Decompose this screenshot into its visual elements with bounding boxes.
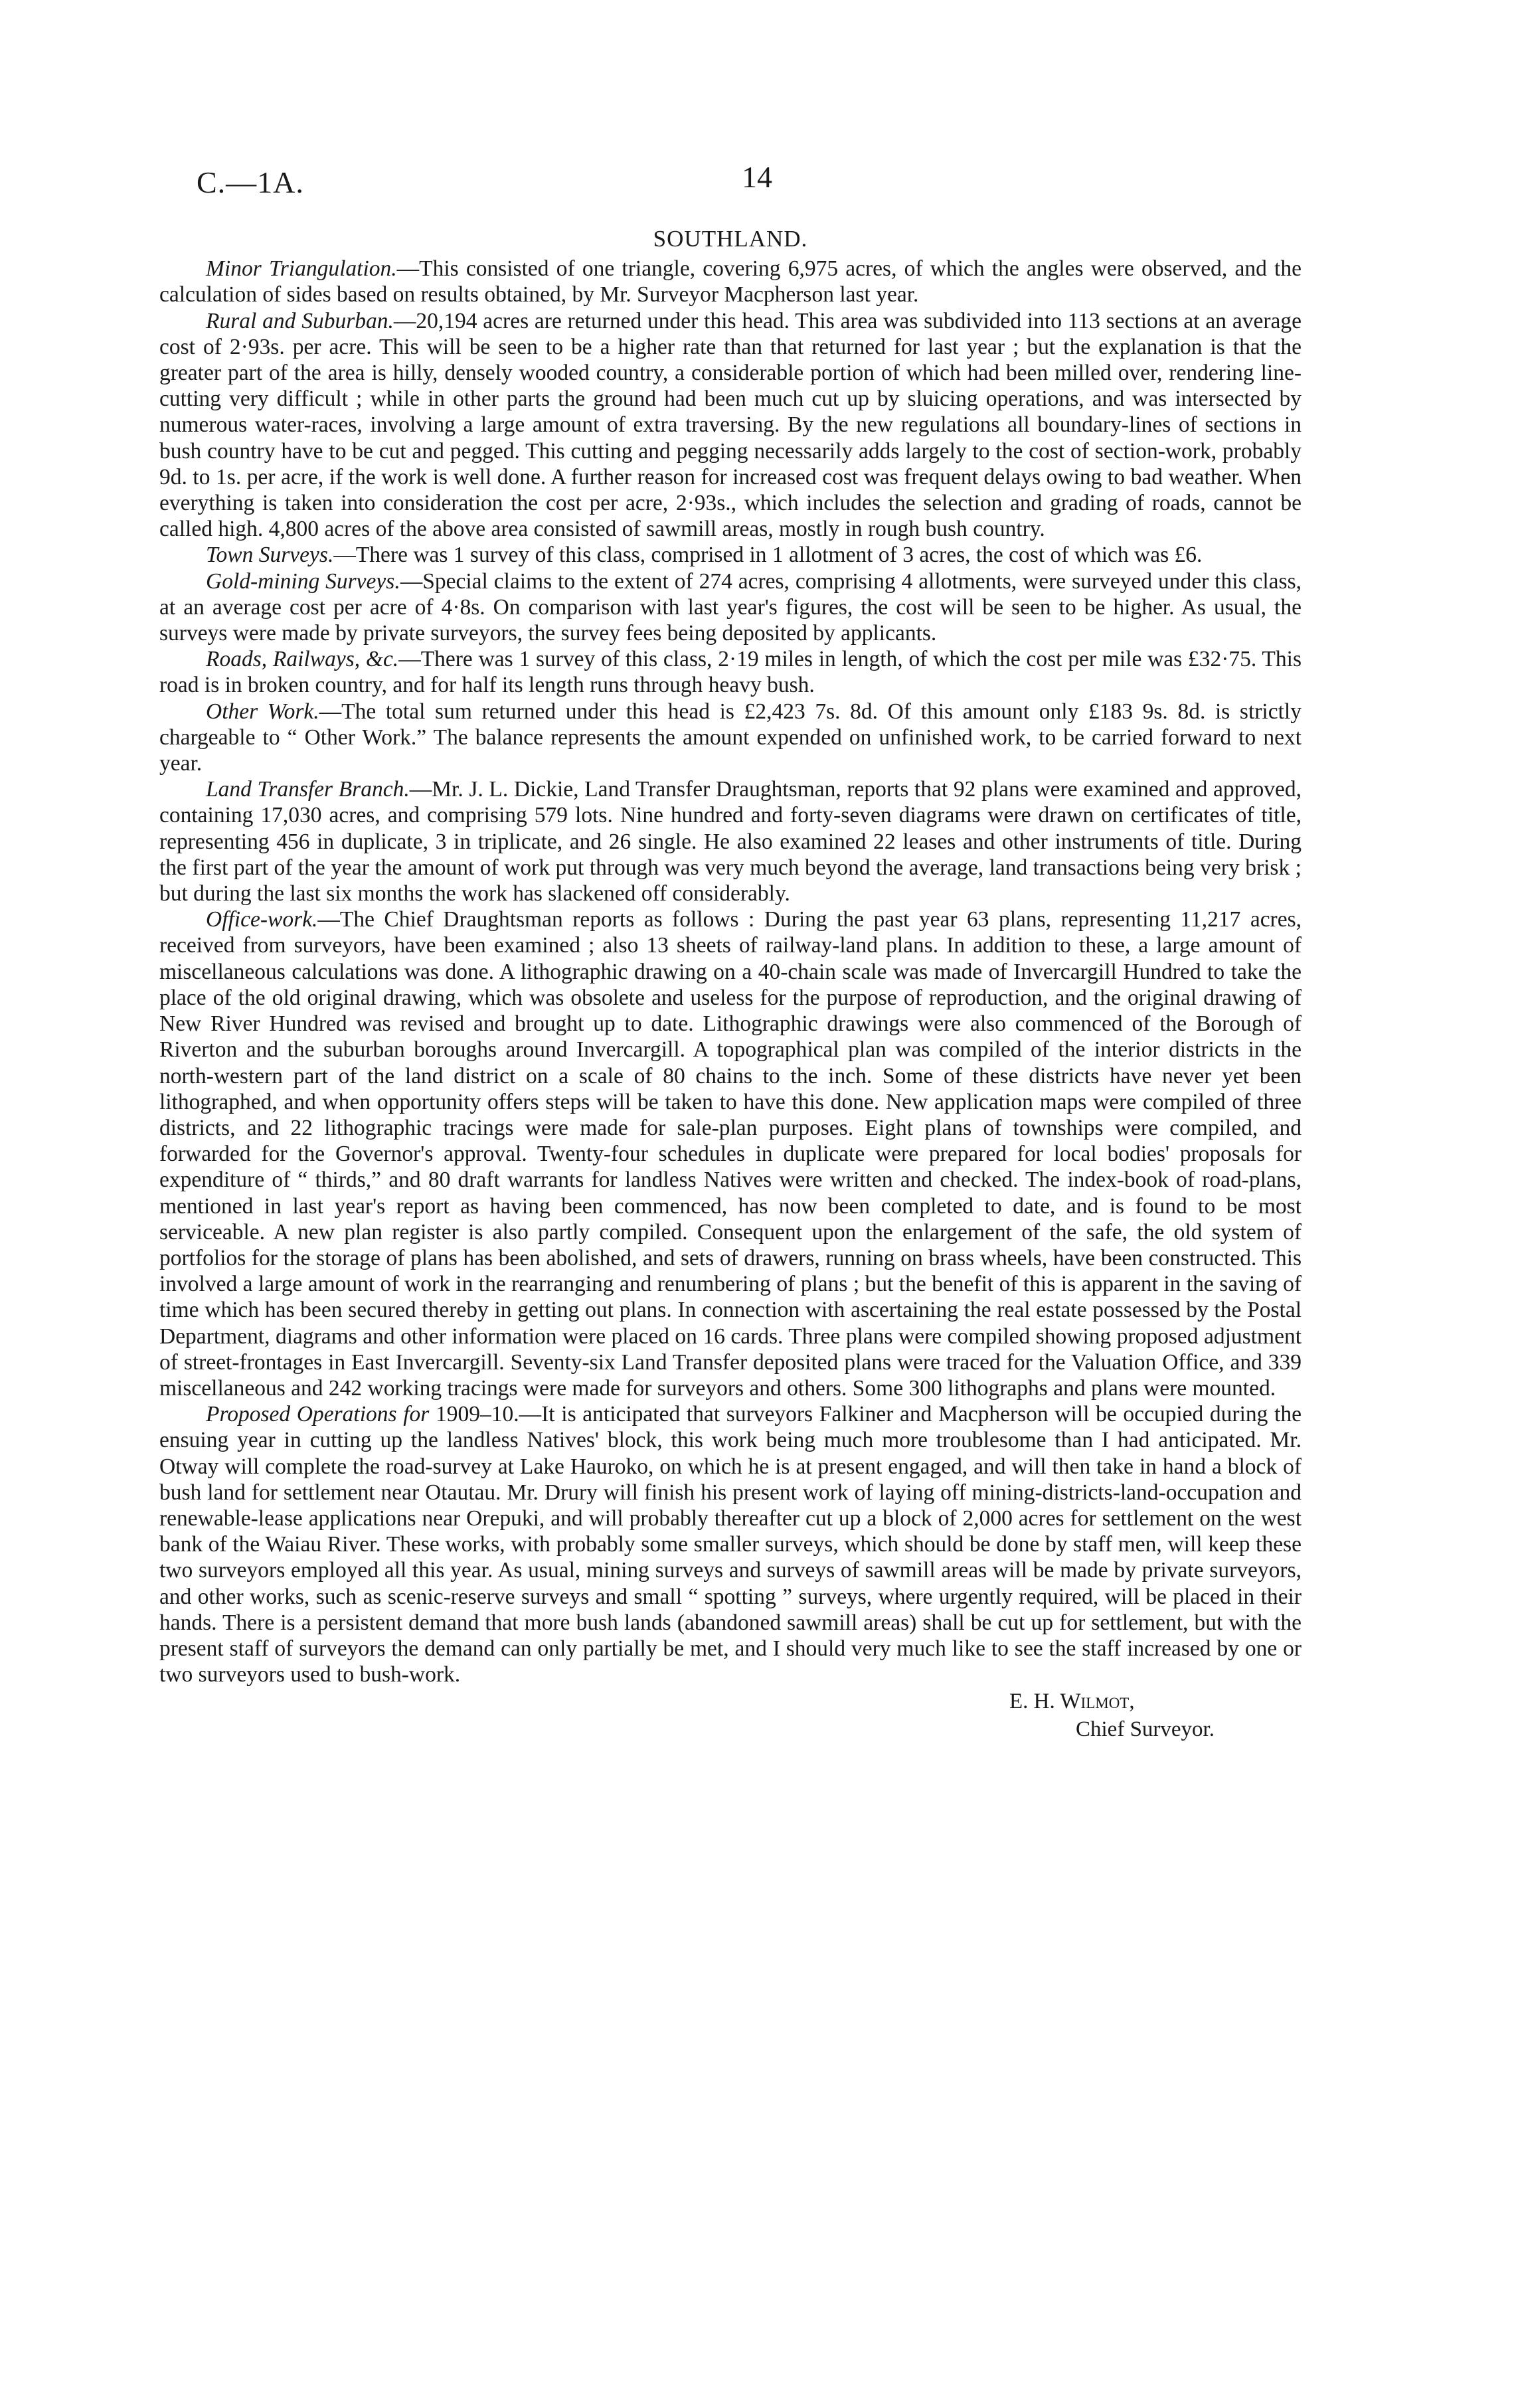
signature-block [159, 1689, 1302, 1749]
paragraph-text: —Special claims to the extent of 274 acres, comprising 4 allotments, were surveyed under this class, at an average cost per acre of 4·8s. On comparison with last year's figures, the cost will be seen to be higher. As usual, the surveys were made by private surveyors, the survey fees being deposited by applicants. [159, 568, 1302, 646]
page-number: 14 [742, 160, 772, 194]
paragraph-text: —This consisted of one triangle, covering 6,975 acres, of which the angles were observed, and the calculation of sides based on results obtained, by Mr. Surveyor Macpherson last year. [159, 256, 1302, 307]
paragraph-heading: Rural and Suburban. [206, 308, 394, 333]
paragraph-text: 1909–10.—It is anticipated that surveyors Falkiner and Macpherson will be occupied during the ensuing year in cutting up the landless Natives' block, this work being much more troublesome than I had anticipated. Mr. Otway will complete the road-survey at Lake Hauroko, on which he is at present engaged, and will then take in hand a block of bush land for settlement near Otautau. Mr. Drury will finish his present work of laying off mining-districts-land-occupation and renewable-lease applications near Orepuki, and will probably thereafter cut up a block of 2,000 acres for settlement on the west bank of the Waiau River. These works, with probably some smaller surveys, which should be done by staff men, will keep these two surveyors employed all this year. As usual, mining surveys and surveys of sawmill areas will be made by private surveyors, and other works, such as scenic-reserve surveys and small “ spotting ” surveys, where urgently required, will be placed in their hands. There is a persistent demand that more bush lands (abandoned sawmill areas) shall be cut up for settlement, but with the present staff of surveyors the demand can only partially be met, and I should very much like to see the staff increased by one or two surveyors used to bush-work. [159, 1402, 1302, 1687]
paragraph-text: —The Chief Draughtsman reports as follows : During the past year 63 plans, representing 11,217 acres, received from surveyors, have been examined ; also 13 sheets of railway-land plans. In addition to these, a large amount of miscellaneous calculations was done. A lithographic drawing on a 40-chain scale was made of Invercargill Hundred to take the place of the old original drawing, which was obsolete and useless for the purpose of reproduction, and the original drawing of New River Hundred was revised and brought up to date. Lithographic drawings were also commenced of the Borough of Riverton and the suburban boroughs around Invercargill. A topographical plan was compiled of the interior districts in the north-western part of the land district on a scale of 80 chains to the inch. Some of these districts have never yet been lithographed, and when opportunity offers steps will be taken to have this done. New application maps were compiled of three districts, and 22 lithographic tracings were made for sale-plan purposes. Eight plans of townships were compiled, and forwarded for the Governor's approval. Twenty-four schedules in duplicate were prepared for local bodies' proposals for expenditure of “ thirds,” and 80 draft warrants for landless Natives were written and checked. The index-book of road-plans, mentioned in last year's report as having been commenced, has now been completed to date, and is found to be most serviceable. A new plan register is also partly compiled. Consequent upon the enlargement of the safe, the old system of portfolios for the storage of plans has been abolished, and sets of drawers, running on brass wheels, have been constructed. This involved a large amount of work in the rearranging and renumbering of plans ; but the benefit of this is apparent in the saving of time which has been secured thereby in getting out plans. In connection with ascertaining the real estate possessed by the Postal Department, diagrams and other information were placed on 16 cards. Three plans were compiled showing proposed adjustment of street-frontages in East Invercargill. Seventy-six Land Transfer deposited plans were traced for the Valuation Office, and 339 miscellaneous and 242 working tracings were made for surveyors and others. Some 300 lithographs and plans were mounted. [159, 907, 1302, 1401]
section-title: SOUTHLAND. [653, 226, 808, 252]
paragraph-minor-triangulation [159, 256, 1302, 307]
paragraph-text: —Mr. J. L. Dickie, Land Transfer Draughtsman, reports that 92 plans were examined and approved, containing 17,030 acres, and comprising 579 lots. Nine hundred and forty-seven diagrams were drawn on certificates of title, representing 456 in duplicate, 3 in triplicate, and 26 single. He also examined 22 leases and other instruments of title. During the first part of the year the amount of work put through was very much beyond the average, land transactions being very brisk ; but during the last six months the work has slackened off considerably. [159, 777, 1302, 906]
page-header [0, 159, 1514, 213]
paragraph-heading: Roads, Railways, &c. [206, 647, 399, 672]
paragraph-heading: Gold-mining Surveys. [206, 568, 400, 594]
paragraph-text: —20,194 acres are returned under this head. This area was subdivided into 113 sections at an average cost of 2·93s. per acre. This will be seen to be a higher rate than that returned for last year ; but the explanation is that the greater part of the area is hilly, densely wooded country, a considerable portion of which had been milled over, rendering line-cutting very difficult ; while in other parts the ground had been much cut up by sluicing operations, and was intersected by numerous water-races, involving a large amount of extra traversing. By the new regulations all boundary-lines of sections in bush country have to be cut and pegged. This cutting and pegging necessarily adds largely to the cost of section-work, probably 9d. to 1s. per acre, if the work is well done. A further reason for increased cost was frequent delays owing to bad weather. When everything is taken into consideration the cost per acre, 2·93s., which includes the selection and grading of roads, cannot be called high. 4,800 acres of the above area consisted of sawmill areas, mostly in rough bush country. [159, 308, 1302, 542]
signatory-title: Chief Surveyor. [1076, 1717, 1215, 1742]
paragraph-text: —The total sum returned under this head is £2,423 7s. 8d. Of this amount only £183 9s. 8d. is strictly chargeable to “ Other Work.” The balance represents the amount expended on unfinished work, to be carried forward to next year. [159, 699, 1302, 776]
paragraph-heading: Minor Triangulation. [206, 256, 397, 282]
paragraph-rural-suburban [159, 308, 1302, 543]
paragraph-roads-railways [159, 646, 1302, 698]
paragraph-heading: Land Transfer Branch. [206, 777, 410, 802]
signatory-name: E. H. Wilmot, [1009, 1689, 1135, 1714]
paragraph-office-work [159, 906, 1302, 1401]
paragraph-gold-mining [159, 568, 1302, 647]
paragraph-heading: Town Surveys. [206, 543, 334, 568]
paragraph-land-transfer [159, 776, 1302, 906]
paragraph-heading: Office-work. [206, 907, 318, 932]
paragraph-other-work [159, 699, 1302, 777]
paragraph-text: —There was 1 survey of this class, comprised in 1 allotment of 3 acres, the cost of which was £6. [333, 543, 1203, 568]
paragraph-proposed-operations [159, 1401, 1302, 1687]
document-body [159, 226, 1302, 1749]
paragraph-town-surveys [159, 542, 1302, 568]
paragraph-heading: Other Work. [206, 699, 319, 724]
paragraph-heading: Proposed Operations for [206, 1402, 430, 1427]
paragraph-text: —There was 1 survey of this class, 2·19 miles in length, of which the cost per mile was £32·75. This road is in broken country, and for half its length runs through heavy bush. [159, 647, 1302, 698]
document-code: C.—1A. [197, 165, 304, 199]
